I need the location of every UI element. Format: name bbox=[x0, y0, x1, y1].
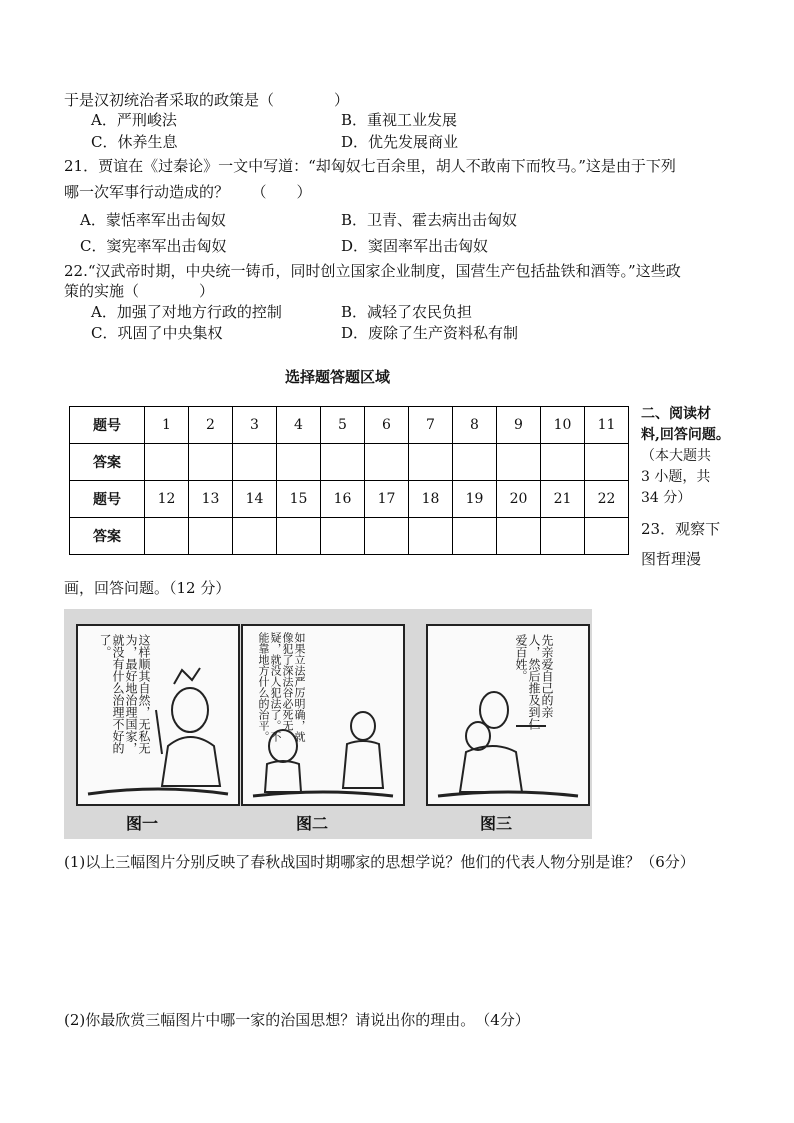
answer-cell[interactable] bbox=[365, 518, 409, 555]
answer-cell[interactable] bbox=[497, 444, 541, 481]
q22-option-b[interactable]: B．减轻了农民负担 bbox=[341, 303, 473, 321]
answer-cell[interactable] bbox=[233, 444, 277, 481]
answer-cell[interactable] bbox=[365, 444, 409, 481]
q21-option-b[interactable]: B．卫青、霍去病出击匈奴 bbox=[341, 211, 518, 229]
q22-stem-line2: 策的实施（ ） bbox=[64, 282, 215, 300]
q23-stem-side bbox=[641, 514, 751, 574]
q23-subquestion-1: (1)以上三幅图片分别反映了春秋战国时期哪家的思想学说？他们的代表人物分别是谁？（6分） bbox=[64, 853, 695, 871]
sage-figure-illustration bbox=[78, 626, 238, 804]
answer-cell[interactable] bbox=[585, 444, 629, 481]
q21-stem-line2: 哪一次军事行动造成的？ （ ） bbox=[64, 183, 312, 201]
panel1-text-1: 这样顺其自然，无私无 bbox=[137, 634, 151, 754]
question-number: 11 bbox=[585, 407, 629, 444]
question-number: 17 bbox=[365, 481, 409, 518]
q20-stem-tail: 于是汉初统治者采取的政策是（ ） bbox=[64, 91, 350, 109]
answer-cell[interactable] bbox=[189, 518, 233, 555]
answer-cell[interactable] bbox=[585, 518, 629, 555]
answer-cell[interactable] bbox=[189, 444, 233, 481]
section2-heading-line1: 二、阅读材 bbox=[641, 406, 711, 422]
number-label: 题号 bbox=[70, 407, 145, 444]
q21-option-a[interactable]: A．蒙恬率军出击匈奴 bbox=[80, 211, 226, 229]
q21-option-c[interactable]: C．窦宪率军出击匈奴 bbox=[80, 237, 227, 255]
answer-label: 答案 bbox=[70, 518, 145, 555]
q23-line2: 图哲理漫 bbox=[641, 550, 702, 568]
question-number: 9 bbox=[497, 407, 541, 444]
q22-option-d[interactable]: D．废除了生产资料私有制 bbox=[341, 324, 519, 342]
q20-option-b[interactable]: B．重视工业发展 bbox=[341, 111, 458, 129]
question-number: 18 bbox=[409, 481, 453, 518]
answer-cell[interactable] bbox=[541, 444, 585, 481]
answer-cell[interactable] bbox=[233, 518, 277, 555]
answer-cell[interactable] bbox=[453, 518, 497, 555]
question-number: 4 bbox=[277, 407, 321, 444]
panel2-text-2: 就像犯了深法谷必死无疑， bbox=[269, 632, 306, 742]
panel2-text-4: 不能靠地方什么的治平。 bbox=[257, 632, 282, 742]
section2-note bbox=[641, 446, 751, 509]
question-number: 8 bbox=[453, 407, 497, 444]
comic-caption-2: 图二 bbox=[296, 814, 329, 833]
question-number: 16 bbox=[321, 481, 365, 518]
legalist-figures-illustration bbox=[243, 626, 403, 804]
q22-stem-line1: 22.“汉武帝时期，中央统一铸币，同时创立国家企业制度，国营生产包括盐铁和酒等。”这些政 bbox=[64, 262, 681, 280]
question-number: 5 bbox=[321, 407, 365, 444]
number-label: 题号 bbox=[70, 481, 145, 518]
answer-cell[interactable] bbox=[453, 444, 497, 481]
answer-grid bbox=[69, 406, 629, 555]
answer-cell[interactable] bbox=[409, 444, 453, 481]
section2-note-line1: （本大题共 bbox=[641, 448, 711, 464]
q20-option-c[interactable]: C．休养生息 bbox=[91, 133, 178, 151]
comic-panel-2 bbox=[241, 624, 405, 806]
question-number: 19 bbox=[453, 481, 497, 518]
comic-caption-3: 图三 bbox=[480, 814, 513, 833]
answer-cell[interactable] bbox=[321, 444, 365, 481]
answer-cell[interactable] bbox=[409, 518, 453, 555]
question-number: 1 bbox=[145, 407, 189, 444]
answer-space-1[interactable] bbox=[64, 880, 724, 1000]
q21-stem-line1: 21．贾谊在《过秦论》一文中写道：“却匈奴七百余里，胡人不敢南下而牧马。”这是由于下列 bbox=[64, 157, 676, 175]
panel2-text-3: 就没人犯法了。 bbox=[269, 654, 282, 731]
q23-line3: 画，回答问题。（12 分） bbox=[64, 579, 231, 597]
section2-note-line3: 34 分） bbox=[641, 490, 692, 506]
answer-cell[interactable] bbox=[277, 518, 321, 555]
question-number: 13 bbox=[189, 481, 233, 518]
panel1-text-2: 为，最好地治理国家， bbox=[124, 634, 138, 754]
q23-subquestion-2: (2)你最欣赏三幅图片中哪一家的治国思想？请说出你的理由。 （4分） bbox=[64, 1011, 530, 1029]
section2-heading bbox=[641, 404, 751, 446]
confucian-figure-illustration bbox=[428, 626, 588, 804]
question-number: 20 bbox=[497, 481, 541, 518]
answer-space-2[interactable] bbox=[64, 1038, 724, 1108]
question-number: 22 bbox=[585, 481, 629, 518]
answer-cell[interactable] bbox=[145, 444, 189, 481]
answer-cell[interactable] bbox=[321, 518, 365, 555]
comic-caption-1: 图一 bbox=[126, 814, 159, 833]
section2-heading-line2: 料,回答问题。 bbox=[641, 427, 730, 443]
question-number: 14 bbox=[233, 481, 277, 518]
panel1-text-3: 就没有什么治理不好的了。 bbox=[98, 634, 125, 754]
answer-cell[interactable] bbox=[145, 518, 189, 555]
q23-line1: 23．观察下 bbox=[641, 520, 721, 538]
question-number: 6 bbox=[365, 407, 409, 444]
answer-cell[interactable] bbox=[497, 518, 541, 555]
answer-cell[interactable] bbox=[277, 444, 321, 481]
question-number: 7 bbox=[409, 407, 453, 444]
panel2-text-1: 如果立法严厉明确， bbox=[293, 632, 306, 731]
question-number: 15 bbox=[277, 481, 321, 518]
comic-panel-1 bbox=[76, 624, 240, 806]
panel3-text-1: 先亲爱自己的亲人， bbox=[527, 634, 554, 718]
section2-note-line2: 3 小题，共 bbox=[641, 469, 711, 485]
q22-option-c[interactable]: C．巩固了中央集权 bbox=[91, 324, 223, 342]
panel3-text-2: 然后推及到仁爱百姓。 bbox=[514, 634, 541, 730]
question-number: 3 bbox=[233, 407, 277, 444]
comic-panel-3 bbox=[426, 624, 590, 806]
question-number: 12 bbox=[145, 481, 189, 518]
q20-option-d[interactable]: D．优先发展商业 bbox=[341, 133, 459, 151]
answer-cell[interactable] bbox=[541, 518, 585, 555]
question-number: 2 bbox=[189, 407, 233, 444]
q22-option-a[interactable]: A．加强了对地方行政的控制 bbox=[91, 303, 282, 321]
q20-option-a[interactable]: A．严刑峻法 bbox=[91, 111, 177, 129]
question-number: 21 bbox=[541, 481, 585, 518]
answer-area-title: 选择题答题区域 bbox=[285, 368, 391, 386]
answer-label: 答案 bbox=[70, 444, 145, 481]
question-number: 10 bbox=[541, 407, 585, 444]
q21-option-d[interactable]: D．窦固率军出击匈奴 bbox=[341, 237, 489, 255]
comic-strip bbox=[64, 609, 592, 839]
